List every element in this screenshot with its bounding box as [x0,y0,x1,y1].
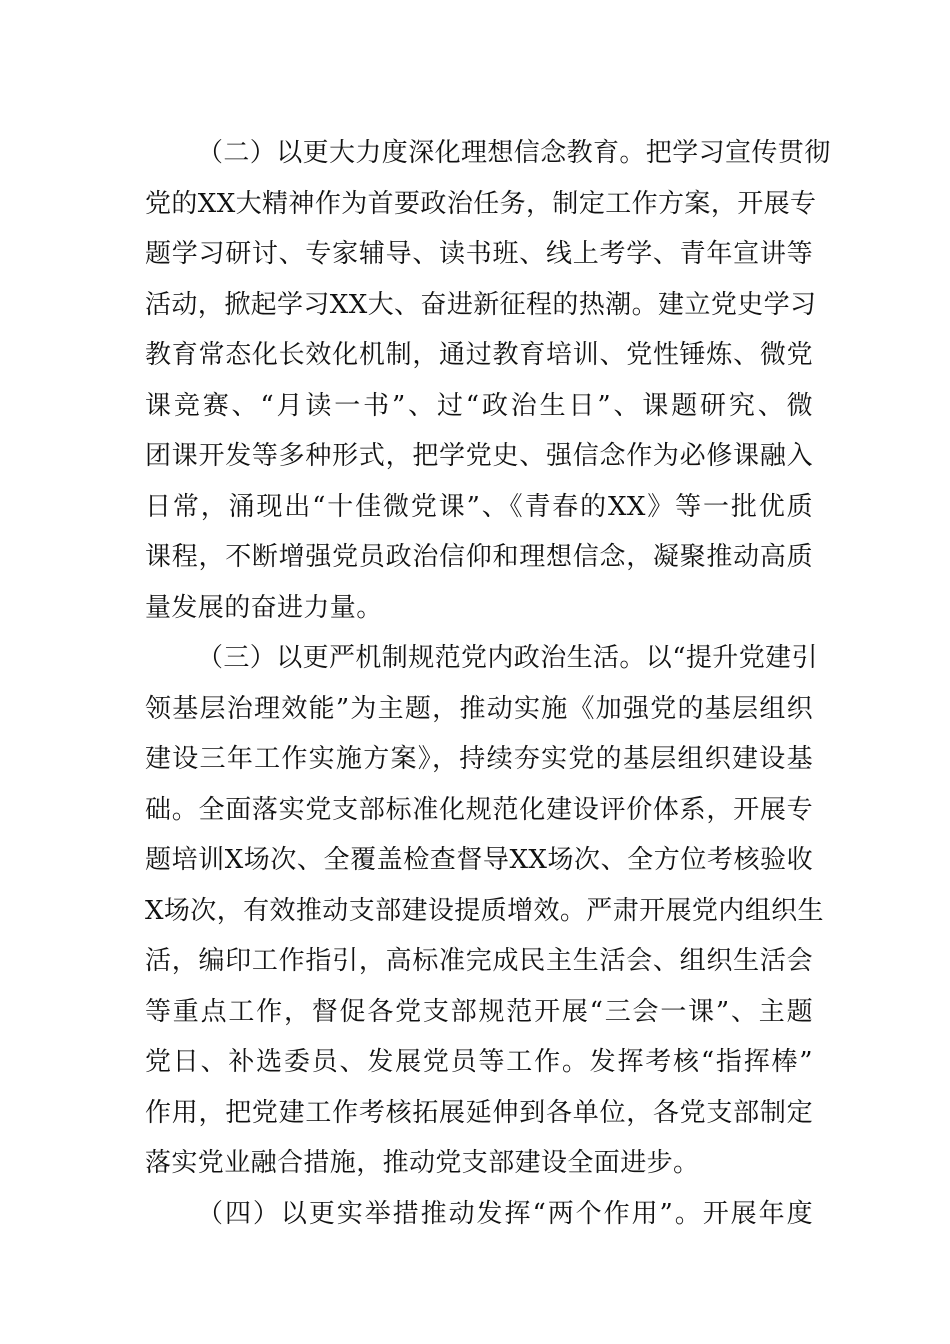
text-line: （二）以更大力度深化理想信念教育。把学习宣传贯彻 [197,138,831,168]
text-line: 课竞赛、“月读一书”、过“政治生日”、课题研究、微 [145,390,813,421]
text-line: 等重点工作，督促各党支部规范开展“三会一课”、主题 [145,996,813,1027]
paragraph-two [145,128,831,633]
text-line: 党日、补选委员、发展党员等工作。发挥考核“指挥棒” [145,1047,813,1077]
text-line: （四）以更实举措推动发挥“两个作用”。开展年度 [197,1198,813,1229]
text-line: 础。全面落实党支部标准化规范化建设评价体系，开展专 [145,794,813,825]
text-line: 团课开发等多种形式，把学党史、强信念作为必修课融入 [145,441,813,471]
text-line: 教育常态化长效化机制，通过教育培训、党性锤炼、微党 [145,340,813,370]
text-line: 领基层治理效能”为主题，推动实施《加强党的基层组织 [145,693,813,724]
paragraph-three [145,633,824,1189]
text-line: 落实党业融合措施，推动党支部建设全面进步。 [145,1148,700,1178]
document-body [145,128,831,1239]
text-line: 日常，涌现出“十佳微党课”、《青春的XX》等一批优质 [145,491,813,522]
paragraph-four [145,1189,813,1240]
text-line: 题培训X场次、全覆盖检查督导XX场次、全方位考核验收 [145,845,813,875]
text-line: X场次，有效推动支部建设提质增效。严肃开展党内组织生 [145,895,824,926]
text-line: 党的XX大精神作为首要政治任务，制定工作方案，开展专 [145,188,817,219]
text-line: 作用，把党建工作考核拓展延伸到各单位，各党支部制定 [145,1097,813,1128]
text-line: 活，编印工作指引，高标准完成民主生活会、组织生活会 [145,946,813,976]
text-line: 活动，掀起学习XX大、奋进新征程的热潮。建立党史学习 [145,289,817,320]
text-line: 课程，不断增强党员政治信仰和理想信念，凝聚推动高质 [145,542,813,572]
text-line: （三）以更严机制规范党内政治生活。以“提升党建引 [197,643,818,673]
text-line: 建设三年工作实施方案》，持续夯实党的基层组织建设基 [145,744,813,774]
text-line: 题学习研讨、专家辅导、读书班、线上考学、青年宣讲等 [145,239,813,269]
text-line: 量发展的奋进力量。 [145,592,383,623]
